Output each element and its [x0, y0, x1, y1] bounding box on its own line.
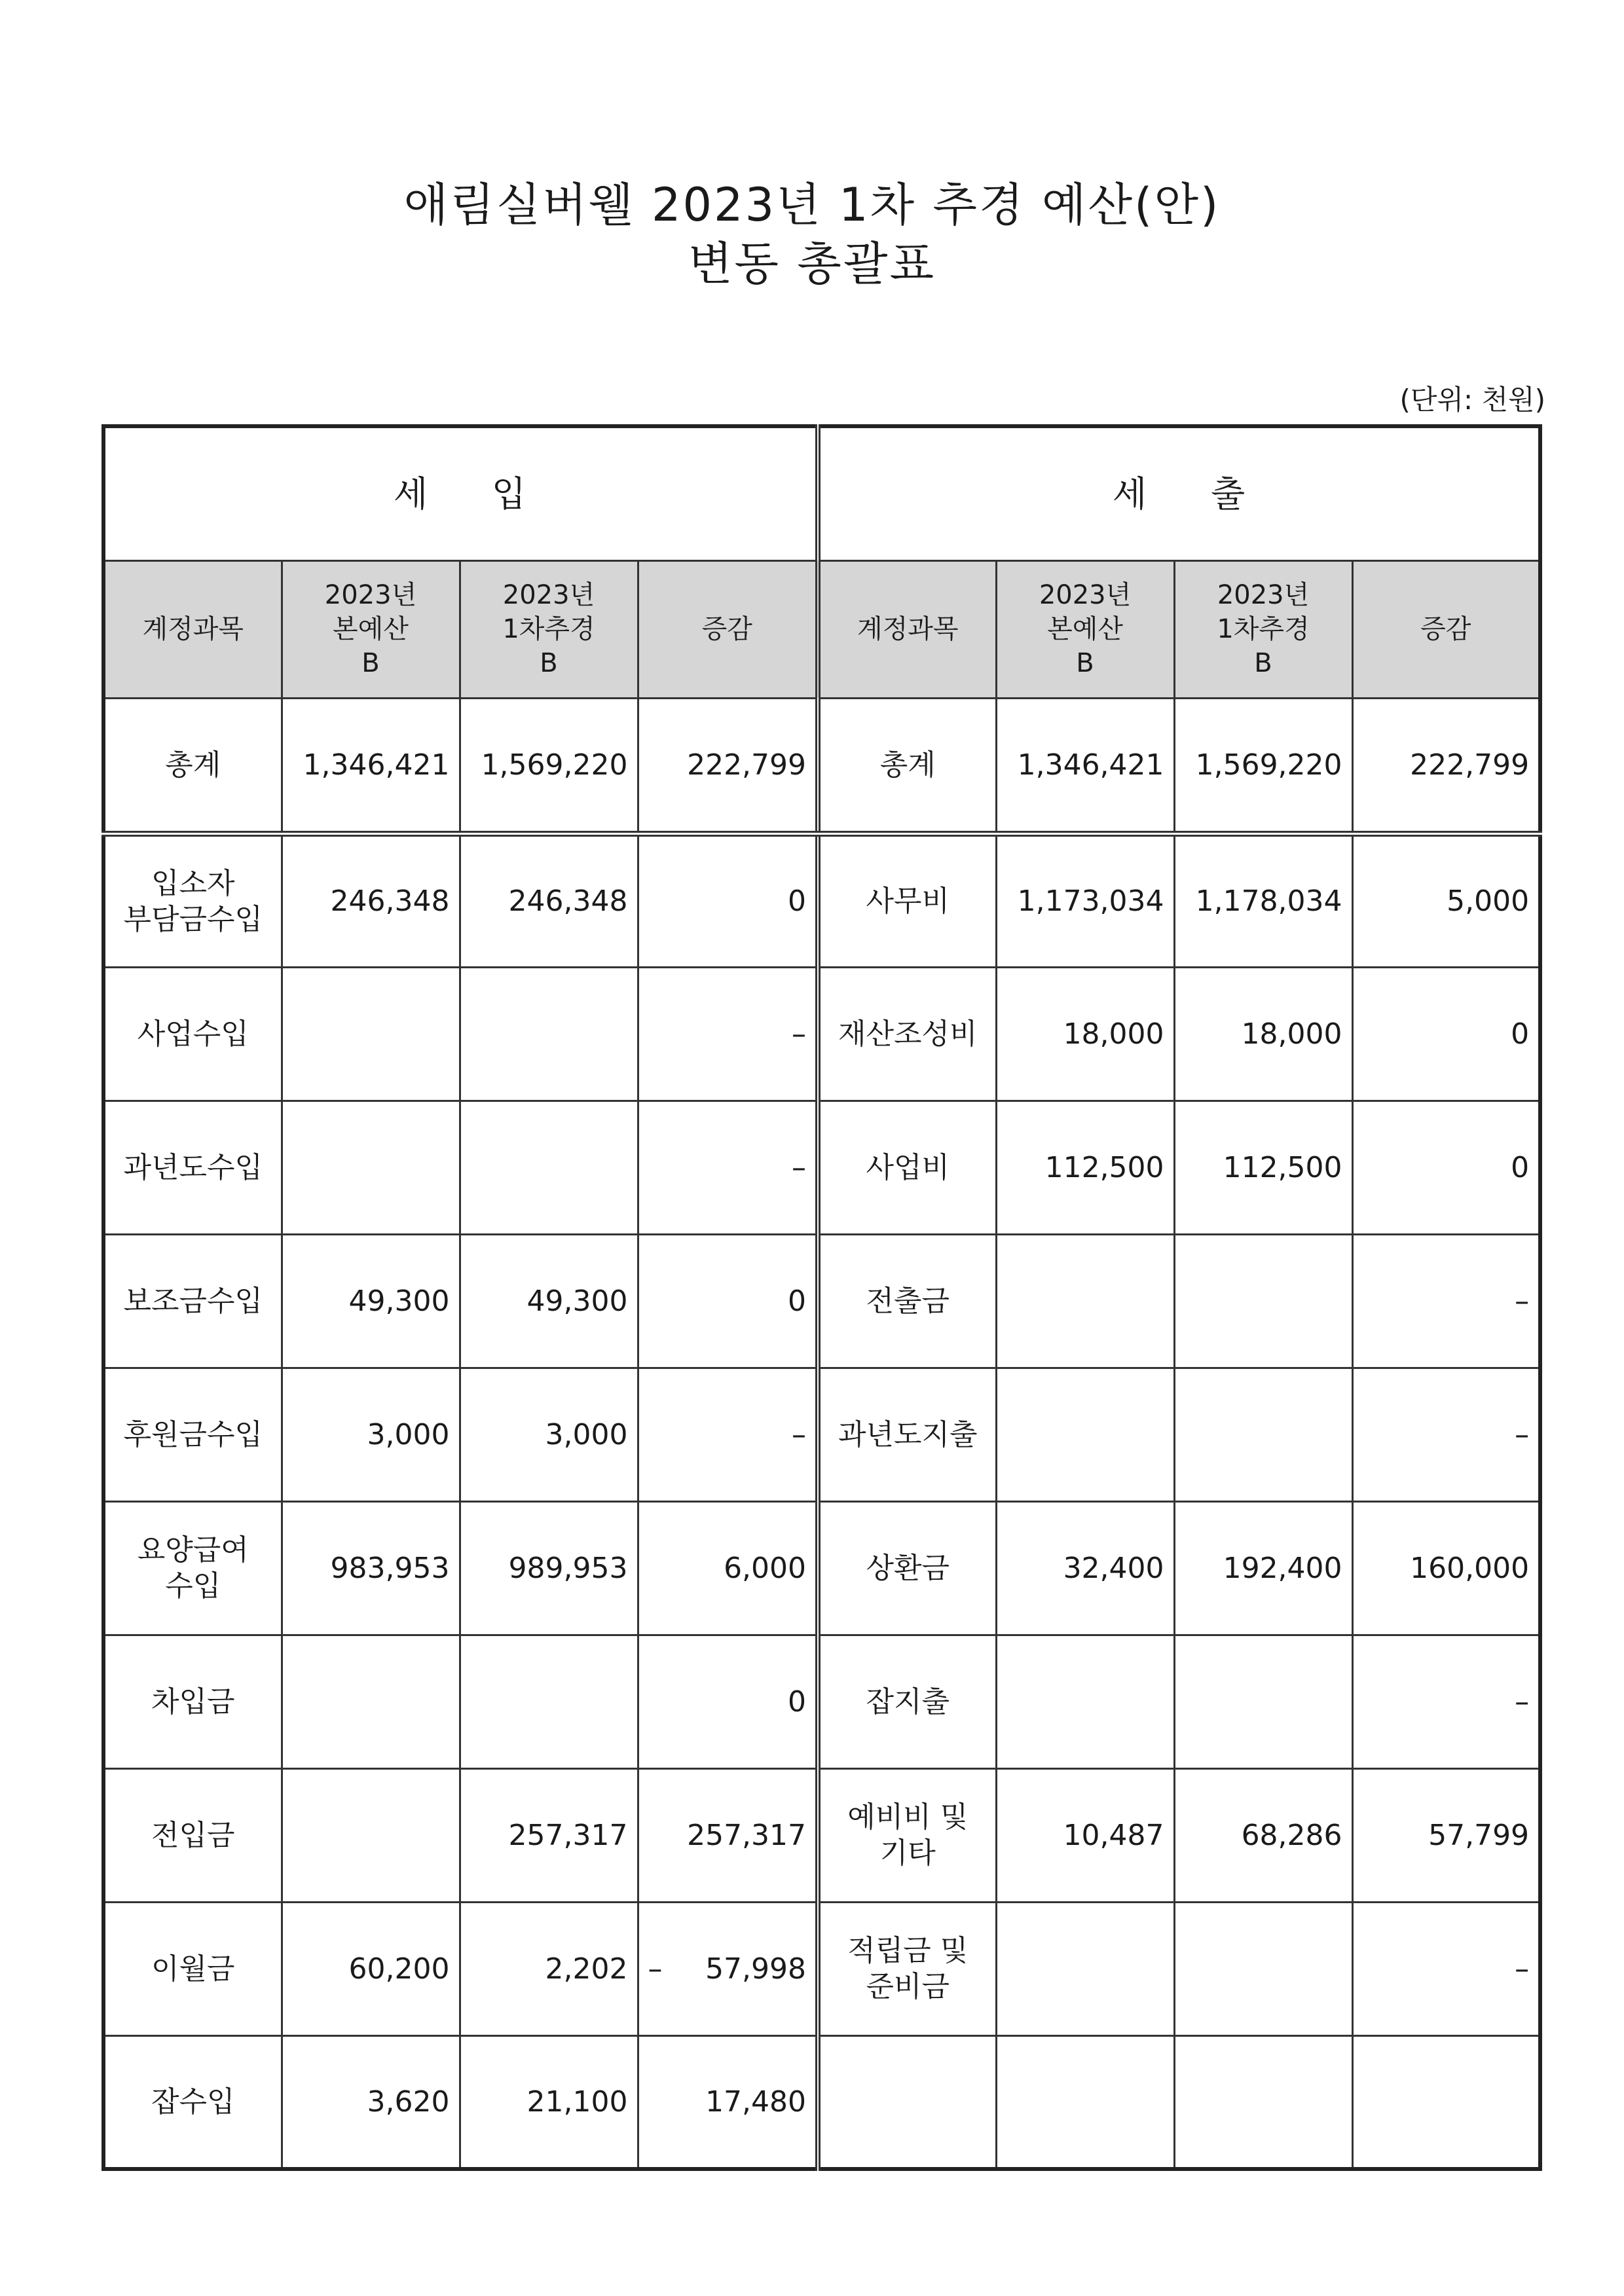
expense-account [818, 1635, 996, 1768]
negative-sign: – [648, 1952, 663, 1986]
income-total-supp: 1,569,220 [460, 698, 638, 833]
expense-account-line1: 재산조성비 [838, 1017, 978, 1051]
income-account [103, 1768, 282, 1902]
income-change [638, 833, 818, 967]
income-account [103, 2035, 282, 2169]
expense-change: – [1352, 1234, 1540, 1368]
income-change-value: 17,480 [705, 2085, 807, 2119]
income-account-line2: 부담금수입 [123, 902, 263, 936]
table-row [103, 1101, 1540, 1234]
expense-supp: 1,178,034 [1174, 833, 1352, 967]
income-change-value: 6,000 [724, 1551, 807, 1585]
income-supp: 257,317 [460, 1768, 638, 1902]
supp-code-label: B [1254, 648, 1272, 678]
income-change [638, 1101, 818, 1234]
expense-supp [1174, 1234, 1352, 1368]
income-account-header: 계정과목 [103, 560, 282, 698]
income-supp [460, 967, 638, 1101]
column-header-row [103, 560, 1540, 698]
supp-year-label: 2023년 [502, 580, 595, 610]
income-change [638, 2035, 818, 2169]
expense-account [818, 1902, 996, 2035]
income-supp: 21,100 [460, 2035, 638, 2169]
income-account-line2: 수입 [165, 1569, 221, 1603]
expense-change: – [1352, 1368, 1540, 1501]
income-total-change: 222,799 [638, 698, 818, 833]
income-change [638, 1234, 818, 1368]
income-base [282, 1101, 460, 1234]
income-account-line1: 입소자 [151, 866, 235, 900]
expense-base [996, 1902, 1174, 2035]
expense-supp [1174, 1368, 1352, 1501]
income-base: 60,200 [282, 1902, 460, 2035]
income-total-base: 1,346,421 [282, 698, 460, 833]
income-change [638, 1902, 818, 2035]
expense-account-line1: 예비비 및 [847, 1800, 969, 1834]
expense-account [818, 967, 996, 1101]
expense-account-line2: 준비금 [866, 1970, 950, 2003]
expense-supp: 68,286 [1174, 1768, 1352, 1902]
expense-total-label: 총계 [818, 698, 996, 833]
income-change-header: 증감 [638, 560, 818, 698]
income-account-line1: 후원금수입 [123, 1417, 263, 1451]
expense-change: 0 [1352, 1101, 1540, 1234]
income-account-line1: 잡수입 [151, 2085, 235, 2119]
expense-base: 18,000 [996, 967, 1174, 1101]
income-base [282, 967, 460, 1101]
expense-base: 112,500 [996, 1101, 1174, 1234]
income-account-line1: 과년도수입 [123, 1150, 263, 1184]
income-account [103, 833, 282, 967]
table-row [103, 833, 1540, 967]
expense-account-line1: 상환금 [866, 1551, 950, 1585]
expense-change-header: 증감 [1352, 560, 1540, 698]
expense-account [818, 833, 996, 967]
expense-account [818, 1368, 996, 1501]
base-code-label: B [361, 648, 380, 678]
budget-summary-table [101, 424, 1542, 2171]
section-header-row [103, 426, 1540, 560]
table-row [103, 1368, 1540, 1501]
income-change-value: 0 [788, 884, 807, 918]
expense-base: 1,173,034 [996, 833, 1174, 967]
income-base-header [282, 560, 460, 698]
expense-total-supp: 1,569,220 [1174, 698, 1352, 833]
expense-change: 5,000 [1352, 833, 1540, 967]
expense-account-line1: 전출금 [866, 1284, 950, 1318]
table-row [103, 967, 1540, 1101]
total-row [103, 698, 1540, 833]
income-account-line1: 요양급여 [137, 1533, 249, 1567]
income-change-value: 57,998 [705, 1952, 807, 1986]
income-supp: 989,953 [460, 1501, 638, 1635]
expense-base [996, 1368, 1174, 1501]
income-section-header: 세 입 [103, 426, 818, 560]
income-account [103, 1101, 282, 1234]
income-supp: 3,000 [460, 1368, 638, 1501]
expense-supp [1174, 1902, 1352, 2035]
income-base: 983,953 [282, 1501, 460, 1635]
supp-year-label: 2023년 [1217, 580, 1310, 610]
supp-name-label: 1차추경 [502, 614, 595, 644]
table-row [103, 1234, 1540, 1368]
income-account [103, 1234, 282, 1368]
income-account [103, 1635, 282, 1768]
expense-account-line1: 사무비 [866, 884, 950, 918]
document-subtitle: 변동 총괄표 [688, 237, 936, 291]
income-change [638, 1768, 818, 1902]
expense-base [996, 2035, 1174, 2169]
income-account-line1: 전입금 [151, 1818, 235, 1852]
income-base [282, 1635, 460, 1768]
income-change-value: 0 [788, 1284, 807, 1318]
income-change [638, 1368, 818, 1501]
expense-supp-header [1174, 560, 1352, 698]
base-code-label: B [1076, 648, 1094, 678]
expense-base: 10,487 [996, 1768, 1174, 1902]
income-base: 49,300 [282, 1234, 460, 1368]
expense-supp: 18,000 [1174, 967, 1352, 1101]
income-account [103, 1501, 282, 1635]
income-base: 246,348 [282, 833, 460, 967]
income-supp: 49,300 [460, 1234, 638, 1368]
income-supp: 246,348 [460, 833, 638, 967]
income-change [638, 1501, 818, 1635]
income-total-label: 총계 [103, 698, 282, 833]
income-base: 3,000 [282, 1368, 460, 1501]
income-account-line1: 사업수입 [137, 1017, 249, 1051]
table-row [103, 2035, 1540, 2169]
income-account [103, 1902, 282, 2035]
income-account [103, 967, 282, 1101]
income-change-value: – [792, 1417, 807, 1451]
expense-account [818, 2035, 996, 2169]
income-change-value: – [792, 1017, 807, 1051]
expense-account-line1: 잡지출 [866, 1685, 950, 1719]
table-row [103, 1768, 1540, 1902]
base-year-label: 2023년 [324, 580, 417, 610]
income-base: 3,620 [282, 2035, 460, 2169]
expense-base [996, 1635, 1174, 1768]
expense-supp: 192,400 [1174, 1501, 1352, 1635]
base-name-label: 본예산 [333, 614, 409, 644]
income-supp: 2,202 [460, 1902, 638, 2035]
income-change-value: 257,317 [687, 1818, 807, 1852]
income-account [103, 1368, 282, 1501]
table-row [103, 1501, 1540, 1635]
expense-change: – [1352, 1635, 1540, 1768]
unit-note: (단위: 천원) [1399, 384, 1545, 416]
expense-supp [1174, 1635, 1352, 1768]
expense-account-header: 계정과목 [818, 560, 996, 698]
income-change [638, 1635, 818, 1768]
income-change-value: – [792, 1150, 807, 1184]
base-year-label: 2023년 [1039, 580, 1132, 610]
base-name-label: 본예산 [1047, 614, 1123, 644]
table-row [103, 1902, 1540, 2035]
expense-change [1352, 2035, 1540, 2169]
expense-change: 57,799 [1352, 1768, 1540, 1902]
income-change [638, 967, 818, 1101]
income-supp [460, 1635, 638, 1768]
income-change-value: 0 [788, 1685, 807, 1719]
expense-supp: 112,500 [1174, 1101, 1352, 1234]
expense-account [818, 1501, 996, 1635]
expense-account [818, 1768, 996, 1902]
expense-base [996, 1234, 1174, 1368]
income-supp-header [460, 560, 638, 698]
income-account-line1: 차입금 [151, 1685, 235, 1719]
income-supp [460, 1101, 638, 1234]
expense-account [818, 1234, 996, 1368]
expense-total-base: 1,346,421 [996, 698, 1174, 833]
expense-change: 0 [1352, 967, 1540, 1101]
expense-account-line1: 과년도지출 [838, 1417, 978, 1451]
expense-base-header [996, 560, 1174, 698]
expense-total-change: 222,799 [1352, 698, 1540, 833]
expense-change: – [1352, 1902, 1540, 2035]
expense-account-line2: 기타 [879, 1836, 936, 1870]
income-account-line1: 이월금 [151, 1952, 235, 1986]
document-title: 애림실버웰 2023년 1차 추경 예산(안) [403, 178, 1221, 232]
expense-account-line1: 사업비 [866, 1150, 950, 1184]
expense-base: 32,400 [996, 1501, 1174, 1635]
expense-account [818, 1101, 996, 1234]
income-base [282, 1768, 460, 1902]
income-account-line1: 보조금수입 [123, 1284, 263, 1318]
expense-account-line1: 적립금 및 [847, 1934, 969, 1967]
table-row [103, 1635, 1540, 1768]
expense-change: 160,000 [1352, 1501, 1540, 1635]
expense-section-header: 세 출 [818, 426, 1540, 560]
supp-code-label: B [540, 648, 558, 678]
expense-supp [1174, 2035, 1352, 2169]
supp-name-label: 1차추경 [1217, 614, 1310, 644]
